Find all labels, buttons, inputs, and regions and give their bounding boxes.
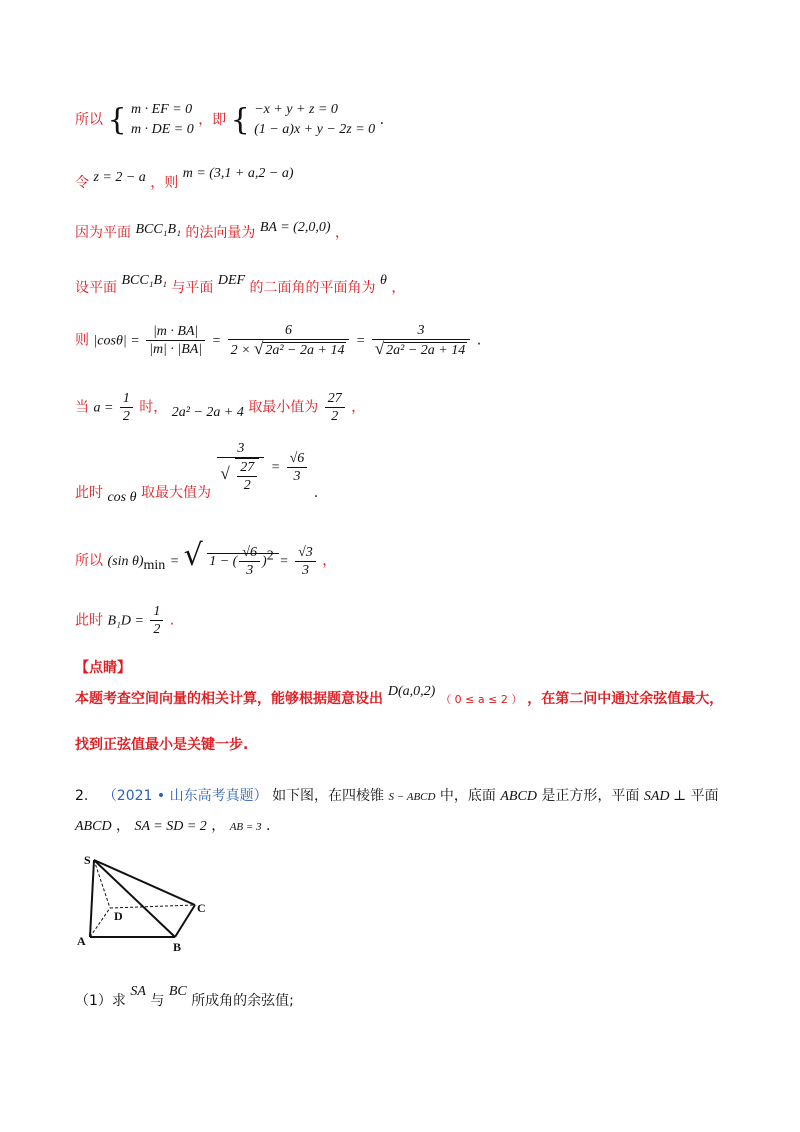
question-2: [75, 785, 719, 805]
radicand: 2a² − 2a + 14: [386, 343, 466, 358]
expr-m: m = (3,1 + a,2 − a): [182, 166, 294, 181]
text-yinwei: 因为平面: [75, 225, 131, 241]
frac3-den: [372, 340, 470, 359]
system-1: [131, 100, 194, 140]
text-she: 设平面: [75, 280, 117, 296]
base-label: ABCD: [500, 789, 537, 804]
edge-sc: [94, 860, 195, 905]
half-num: 1: [120, 390, 133, 408]
one-minus: 1 −: [209, 554, 230, 569]
fraction-half: [150, 603, 163, 638]
num-1: 1: [150, 603, 163, 621]
line-bc: BC: [168, 984, 187, 999]
text-ze: 则: [75, 332, 89, 349]
frac3-num: 3: [372, 322, 470, 340]
plane-bcc1b1: BCC₁B₁: [135, 222, 181, 237]
b1d-equals: B₁D =: [107, 613, 144, 629]
line-summary-1: [75, 684, 724, 708]
line-min: [75, 390, 365, 425]
section-dianjing: [75, 657, 131, 677]
plane-def: DEF: [217, 273, 246, 288]
plane-bcc1b1: BCC₁B₁: [121, 273, 167, 288]
label-a: A: [77, 934, 86, 948]
sin-theta: (sin θ): [107, 554, 144, 569]
line-cos: [75, 322, 481, 359]
in-den: 3: [246, 563, 254, 579]
num-sqrt6: √6: [287, 450, 308, 468]
line-sa: SA: [130, 984, 146, 999]
text-yu: 与: [150, 993, 165, 1009]
equals: =: [355, 333, 366, 349]
frac2-den: [228, 340, 350, 359]
text-suoyi: 所以: [75, 112, 103, 128]
inner-num: 27: [237, 459, 257, 477]
radicand: 2a² − 2a + 14: [265, 343, 345, 358]
equals: =: [169, 554, 180, 569]
plane-sad-perp: SAD ⊥: [643, 789, 687, 804]
a-equals: a =: [93, 400, 114, 416]
heading-dianjing: 【点睛】: [75, 660, 131, 676]
point-d: D(a,0,2): [387, 684, 436, 699]
cond-sa-sd: SA = SD = 2: [134, 819, 207, 834]
period: .: [313, 485, 319, 501]
period: .: [266, 818, 271, 834]
pyramid-label: S − ABCD: [388, 791, 436, 803]
in-num: √6: [239, 544, 260, 562]
comma: ，: [322, 553, 337, 569]
range-a: （ 0 ≤ a ≤ 2 ）: [440, 693, 523, 706]
text-cishi: 此时: [75, 485, 103, 501]
label-c: C: [197, 901, 206, 915]
fraction-inner: [239, 544, 260, 579]
sqrt-icon: √: [374, 339, 385, 358]
frac2-num: 6: [228, 322, 350, 340]
label-b: B: [173, 940, 182, 954]
line-dihedral: [75, 273, 406, 297]
period: .: [476, 332, 482, 349]
comma: ，: [351, 399, 366, 416]
expr-quadratic: 2a² − 2a + 4: [171, 404, 244, 420]
text-cishi: 此时: [75, 612, 103, 629]
q-text-3: 是正方形，平面: [541, 788, 640, 804]
question-source: （2021 • 山东高考真题）: [102, 788, 268, 804]
line-summary-2: [75, 734, 248, 754]
radicand-sin: 1 − ( $\frac{√6}{3}$ )$^2$: [207, 553, 279, 569]
fraction-1: [146, 323, 205, 358]
comma: ，: [334, 225, 349, 241]
den-2: 2: [153, 622, 161, 637]
comma: ，: [116, 818, 131, 834]
expr-z: z = 2 − a: [93, 170, 146, 185]
q-text-1: 如下图，在四棱锥: [272, 788, 385, 804]
sqrt-icon: √: [183, 538, 203, 573]
num-27: 27: [325, 390, 345, 408]
brace-icon: {: [230, 102, 250, 138]
den-3: 3: [301, 562, 309, 578]
text-dang: 当: [75, 399, 89, 416]
text-ze: ，则: [150, 175, 179, 191]
fraction-half: [120, 390, 133, 425]
comma: ，: [391, 280, 406, 296]
brace-icon: {: [107, 102, 127, 138]
line-system: [75, 100, 384, 140]
edge-ad: [90, 908, 110, 937]
inner-den: 2: [243, 478, 251, 493]
base-label: ABCD: [75, 819, 112, 834]
comma: ，: [211, 818, 226, 834]
big-den: [217, 458, 264, 494]
text-min-value: 取最小值为: [248, 399, 319, 416]
line-let-z: [75, 166, 294, 192]
pyramid-figure: [72, 850, 222, 955]
two-times: 2 ×: [230, 343, 251, 358]
sqrt-icon: √: [220, 464, 230, 484]
sqrt-icon: √: [254, 339, 264, 358]
fraction-27-2: [325, 390, 345, 425]
line-sin-min: [75, 538, 336, 579]
system-2: [254, 100, 375, 140]
big-num: 3: [217, 440, 264, 458]
line-b1d: [75, 603, 174, 638]
fraction-sqrt3-3: [295, 544, 316, 579]
summary-end: 找到正弦值最小是关键一步.: [75, 737, 249, 753]
fraction-big: [217, 440, 264, 494]
half-den: 2: [122, 409, 130, 424]
den-2: 2: [331, 409, 339, 424]
eq-m-de: m · DE = 0: [131, 122, 194, 137]
question-2-part-1: [75, 984, 294, 1010]
question-number: 2.: [75, 788, 89, 804]
eq-m-ef: m · EF = 0: [131, 102, 193, 117]
text-ji: ，即: [198, 112, 227, 128]
subscript-min: min: [143, 557, 166, 573]
equals: =: [279, 554, 289, 569]
text-normal: 的法向量为: [185, 225, 256, 241]
frac1-den: |m| · |BA|: [149, 342, 203, 357]
cond-ab: AB = 3: [229, 821, 262, 833]
line-normal-vector: [75, 222, 349, 242]
summary-post: ，在第二问中通过余弦值最大，: [527, 691, 724, 707]
vector-ba: BA = (2,0,0): [259, 220, 331, 235]
edge-sa: [90, 860, 94, 937]
equals: =: [211, 333, 222, 349]
theta: θ: [380, 273, 387, 288]
frac1-num: |m · BA|: [146, 323, 205, 341]
line-max-cos: [75, 440, 319, 505]
part1-pre: （1）求: [75, 993, 126, 1009]
q-text-2: 中，底面: [439, 788, 496, 804]
text-yupingmian: 与平面: [171, 280, 214, 296]
part1-post: 所成角的余弦值;: [191, 993, 294, 1009]
eq-plane-1: −x + y + z = 0: [254, 102, 338, 117]
fraction-2: [228, 322, 350, 359]
cos-theta: cos θ: [107, 490, 137, 505]
fraction-sqrt6-3: [287, 450, 308, 485]
text-suoyi: 所以: [75, 553, 103, 569]
period: .: [379, 112, 385, 128]
inner-fraction: [235, 458, 259, 494]
edge-bc: [175, 905, 195, 937]
num-sqrt3: √3: [295, 544, 316, 562]
label-s: S: [84, 853, 91, 867]
equals: =: [270, 460, 281, 475]
text-max-value: 取最大值为: [140, 485, 211, 501]
text-ling: 令: [75, 175, 89, 191]
fraction-3: [372, 322, 470, 359]
den-3: 3: [293, 468, 301, 484]
eq-plane-2: (1 − a)x + y − 2z = 0: [254, 122, 376, 137]
text-angle: 的二面角的平面角为: [249, 280, 376, 296]
label-d: D: [114, 909, 123, 923]
question-2-cond: [75, 815, 270, 835]
summary-pre: 本题考查空间向量的相关计算，能够根据题意设出: [75, 691, 383, 707]
abs-cos: |cosθ| =: [93, 333, 140, 349]
text-shi: 时，: [139, 399, 168, 416]
period: .: [169, 612, 175, 629]
edge-sb: [94, 860, 175, 937]
q-text-4: 平面: [690, 788, 719, 804]
edge-dc: [110, 905, 195, 908]
power-2: 2: [266, 548, 274, 564]
